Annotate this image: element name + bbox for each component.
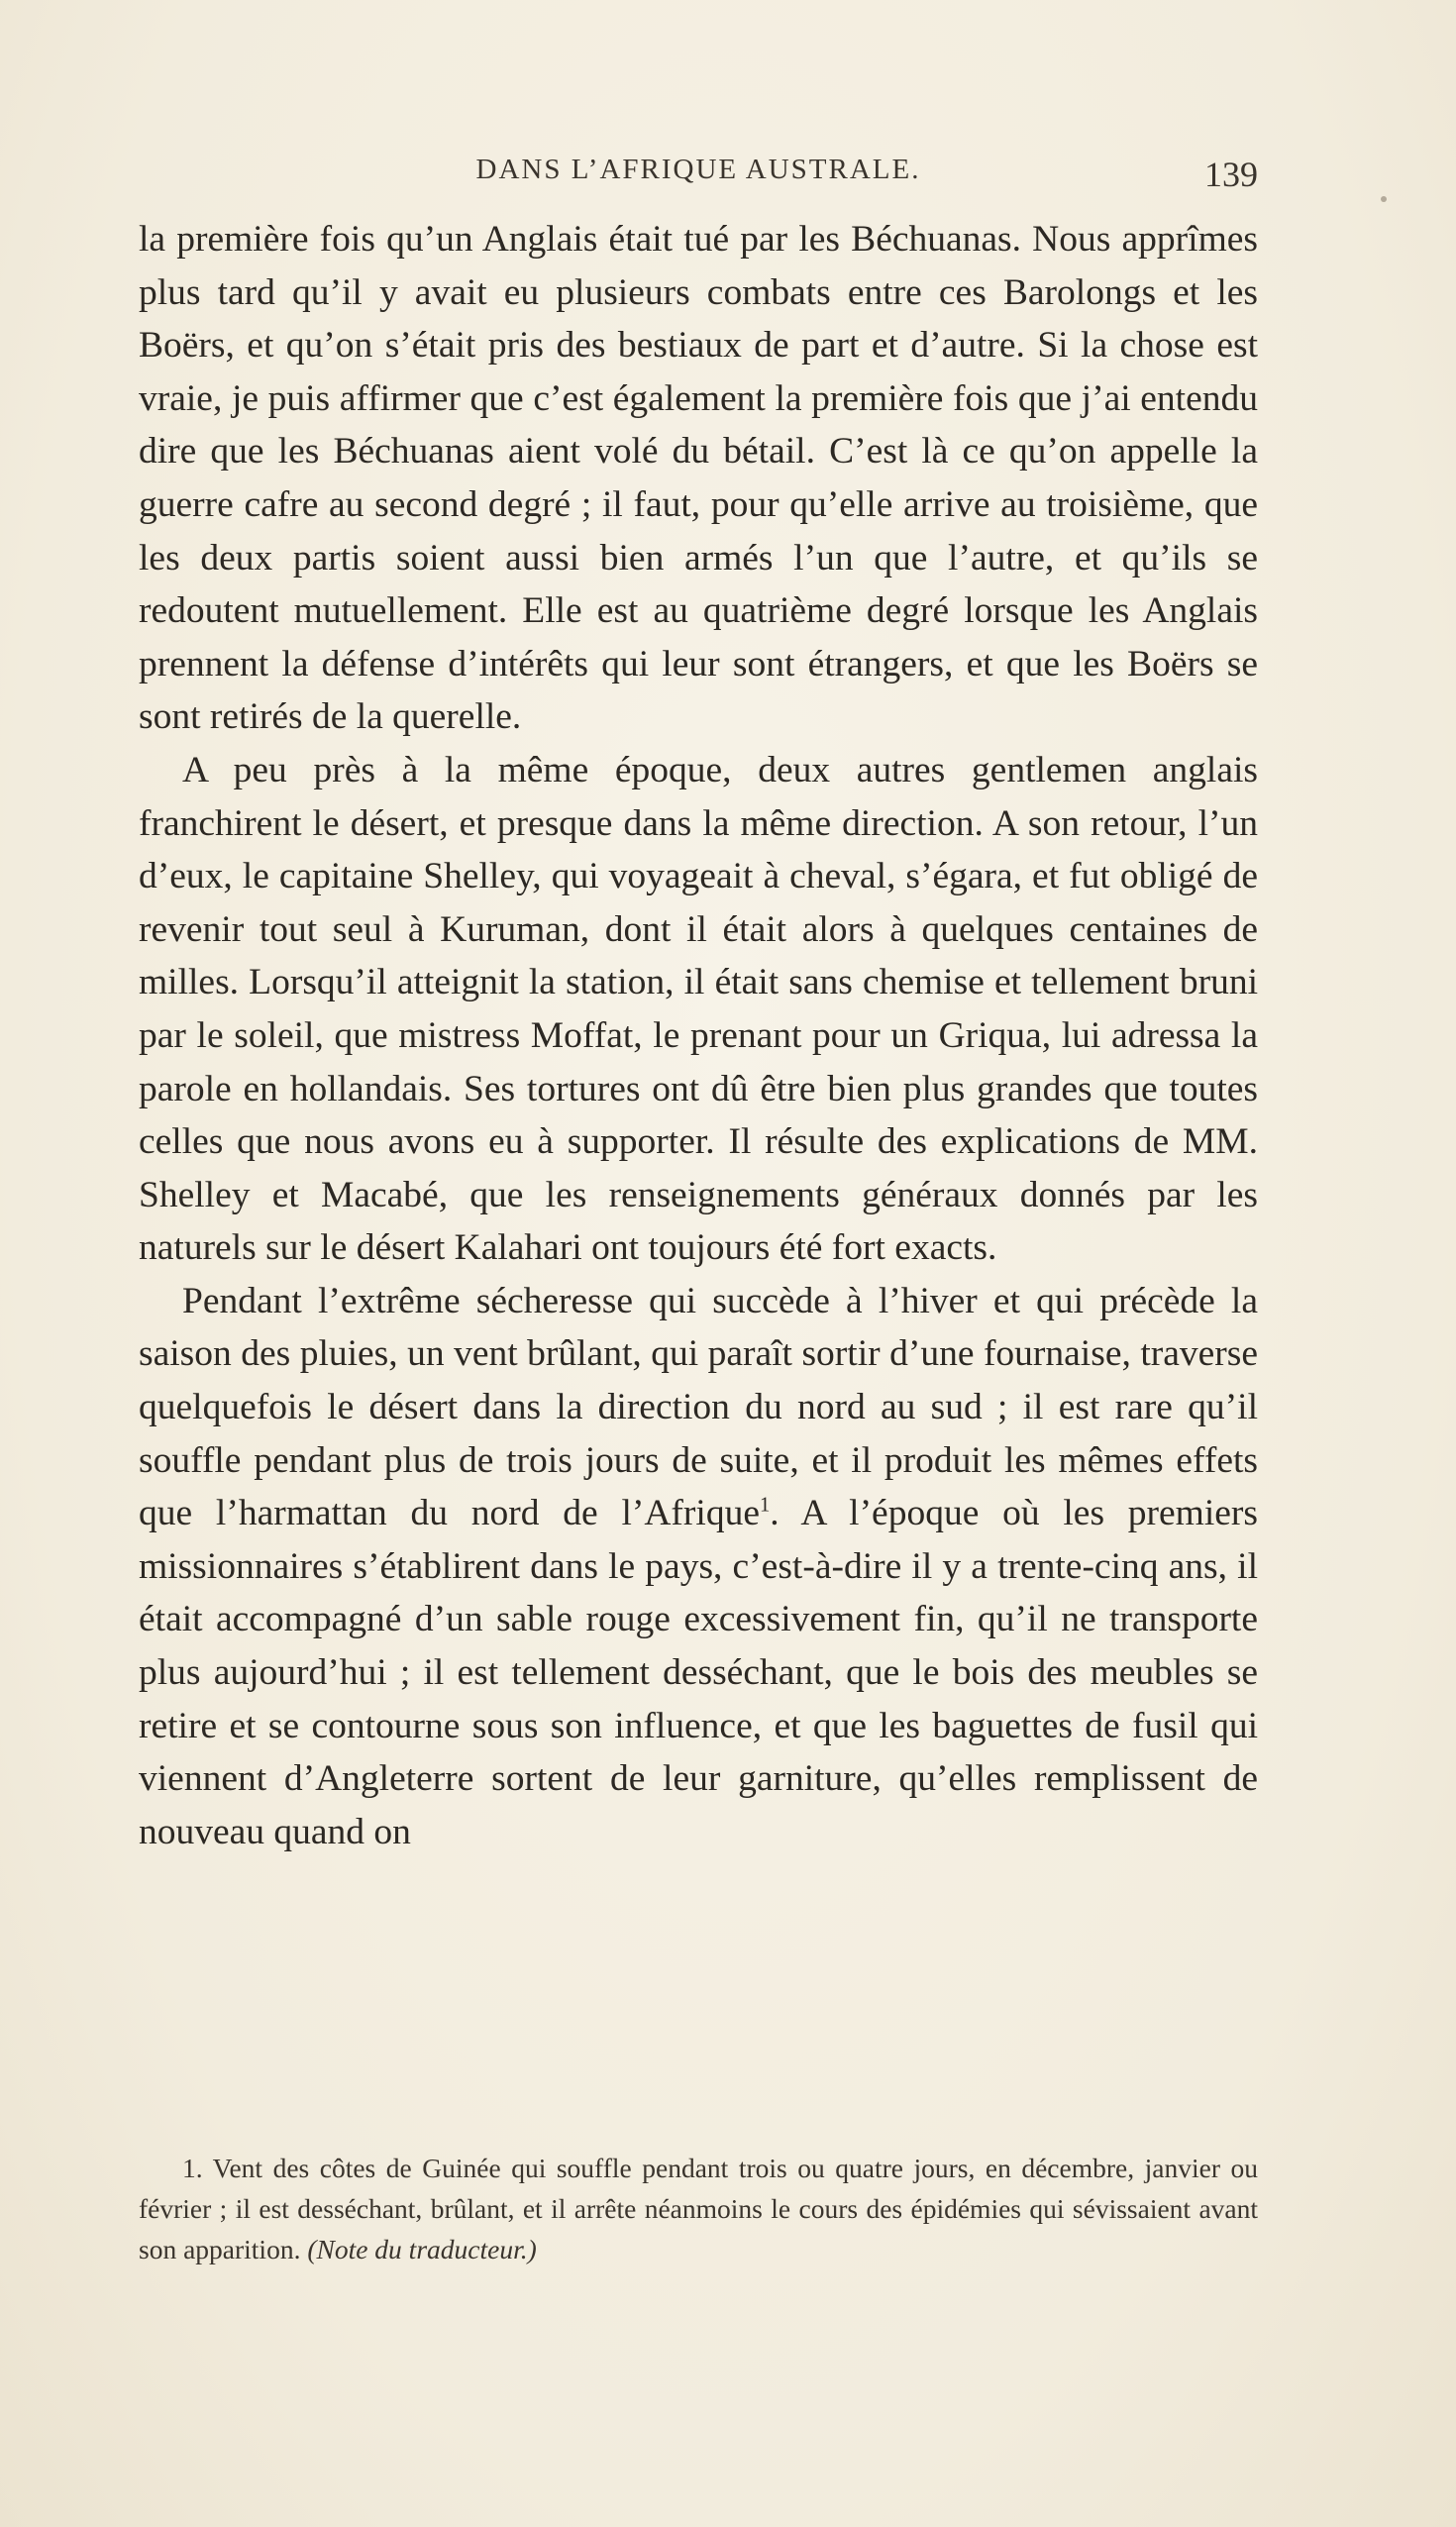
paragraph-1: la première fois qu’un Anglais était tué par les Béchuanas. Nous apprîmes plus tard qu’il y avait eu plusieurs combats entre ces Barolongs et les Boërs, et qu’on s’était pris des bestiaux de part et d’autre. Si la chose est vraie, je puis affirmer que c’est également la première fois que j’ai entendu dire que les Béchuanas aient volé du bétail. C’est là ce qu’on appelle la guerre cafre au second degré ; il faut, pour qu’elle arrive au troisième, que les deux partis soient aussi bien armés l’un que l’autre, et qu’ils se redoutent mutuellement. Elle est au quatrième degré lorsque les Anglais prennent la défense d’intérêts qui leur sont étrangers, et que les Boërs se sont retirés de la querelle. bbox=[139, 219, 1258, 738]
running-head bbox=[139, 154, 1258, 203]
paragraph-3-text-a: Pendant l’extrême sécheresse qui succède à l’hiver et qui précède la saison des pluies, un vent brûlant, qui paraît sortir d’une fournaise, traverse quelquefois le désert dans la direction du nord au sud ; il est rare qu’il souffle pendant plus de trois jours de suite, et il produit les mêmes effets que l’harmattan du nord de l’Afrique bbox=[139, 1280, 1258, 1534]
footnote bbox=[139, 2148, 1258, 2269]
footnote-attribution: (Note du traducteur.) bbox=[307, 2234, 537, 2264]
page-number: 139 bbox=[1204, 155, 1258, 194]
footnote-reference: 1 bbox=[759, 1494, 771, 1517]
running-title: DANS L’AFRIQUE AUSTRALE. bbox=[475, 154, 921, 185]
body-text bbox=[139, 213, 1258, 1858]
footnote-paragraph bbox=[139, 2148, 1258, 2269]
paragraph-3 bbox=[139, 1275, 1258, 1859]
paragraph-3-text-b: . A l’époque où les premiers missionnaires s’établirent dans le pays, c’est-à-dire il y a trente-cinq ans, il était accompagné d’un sable rouge excessivement fin, qu’il ne transporte plus aujourd’hui ; il est tellement desséchant, que le bois des meubles se retire et se contourne sous son influence, et que les baguettes de fusil qui viennent d’Angleterre sortent de leur garniture, qu’elles remplissent de nouveau quand on bbox=[139, 1493, 1258, 1852]
paper-speck bbox=[1381, 196, 1387, 202]
footnote-text: 1. Vent des côtes de Guinée qui souffle pendant trois ou quatre jours, en décembre, janvier ou février ; il est desséchant, brûlant, et il arrête néanmoins le cours des épidémies qui sévissaient avant son apparition. bbox=[139, 2153, 1258, 2264]
paragraph-2: A peu près à la même époque, deux autres gentlemen anglais franchirent le désert, et presque dans la même direction. A son retour, l’un d’eux, le capitaine Shelley, qui voyageait à cheval, s’égara, et fut obligé de revenir tout seul à Kuruman, dont il était alors à quelques centaines de milles. Lorsqu’il atteignit la station, il était sans chemise et tellement bruni par le soleil, que mistress Moffat, le prenant pour un Griqua, lui adressa la parole en hollandais. Ses tortures ont dû être bien plus grandes que toutes celles que nous avons eu à supporter. Il résulte des explications de MM. Shelley et Macabé, que les renseignements généraux donnés par les naturels sur le désert Kalahari ont toujours été fort exacts. bbox=[139, 749, 1258, 1269]
